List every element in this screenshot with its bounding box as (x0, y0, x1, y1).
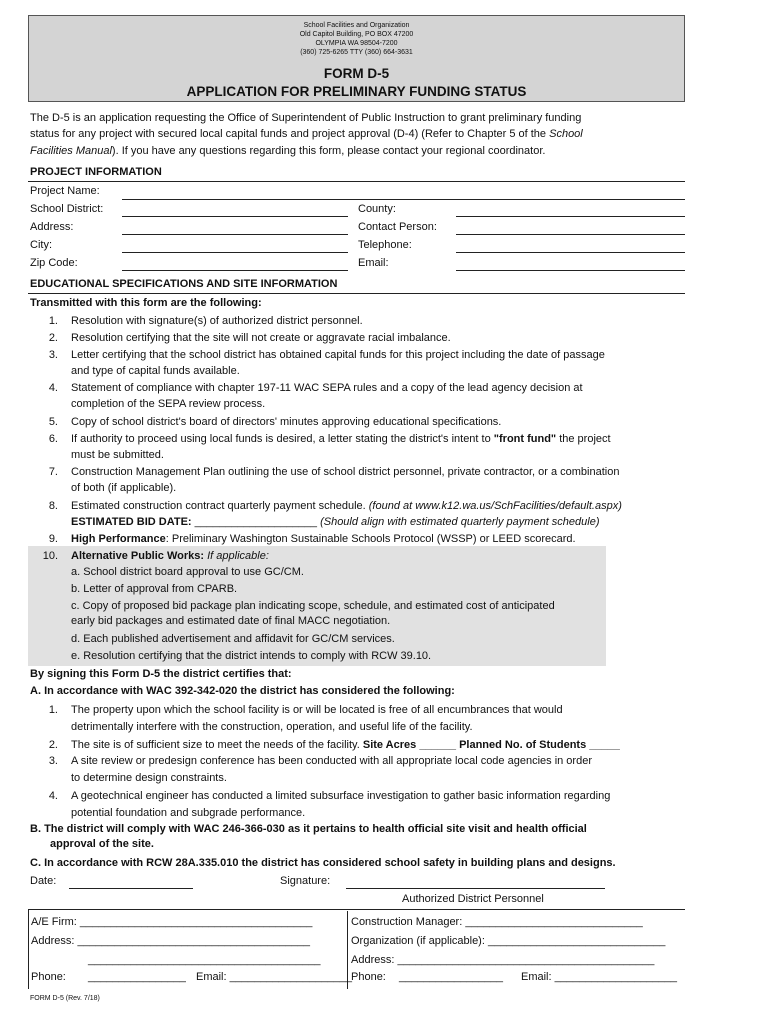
telephone-field[interactable] (456, 252, 685, 253)
ed-specs-heading: EDUCATIONAL SPECIFICATIONS AND SITE INFORMATION (30, 278, 338, 290)
org-line: School Facilities and Organization (303, 22, 410, 29)
ae-phone-field[interactable]: ________________ (88, 971, 186, 983)
project-info-heading: PROJECT INFORMATION (30, 166, 162, 178)
cm-email-field[interactable]: Email: ____________________ (521, 971, 677, 983)
county-field[interactable] (456, 216, 685, 217)
form-revision: FORM D-5 (Rev. 7/18) (30, 995, 100, 1002)
email-field[interactable] (456, 270, 685, 271)
email-label: Email: (358, 257, 389, 269)
sub-item: a. School district board approval to use GC/CM. (71, 566, 304, 578)
telephone-label: Telephone: (358, 239, 412, 251)
cm-phone-field[interactable]: _________________ (399, 971, 504, 983)
signature-label: Signature: (280, 875, 331, 887)
section-b: B. The district will comply with WAC 246-366-030 as it pertains to health official site visit and health official (30, 823, 587, 835)
org-line: OLYMPIA WA 98504-7200 (315, 40, 398, 47)
county-label: County: (358, 203, 396, 215)
sub-item: early bid packages and estimated date of final MACC negotiation. (71, 615, 391, 627)
contact-person-label: Contact Person: (358, 221, 437, 233)
ae-phone-label: Phone: (31, 971, 66, 983)
form-number: FORM D-5 (323, 66, 390, 81)
ae-email-field[interactable]: Email: ____________________ (196, 971, 352, 983)
org-line: Old Capitol Building, PO BOX 47200 (299, 31, 414, 38)
org-line: (360) 725-6265 TTY (360) 664-3631 (300, 49, 413, 56)
ae-address-field[interactable]: Address: ______________________________________ (31, 935, 310, 947)
cm-field[interactable]: Construction Manager: _____________________________ (351, 916, 643, 928)
intro-line: The D-5 is an application requesting the Office of Superintendent of Public Instruction to grant preliminary funding (30, 112, 582, 124)
date-label: Date: (30, 875, 57, 887)
intro-line: Facilities Manual). If you have any questions regarding this form, please contact your regional coordinator. (30, 145, 546, 157)
section-c: C. In accordance with RCW 28A.335.010 the district has considered school safety in building plans and designs. (30, 857, 616, 869)
signature-field[interactable] (346, 888, 605, 889)
school-district-label: School District: (30, 203, 104, 215)
project-name-label: Project Name: (30, 185, 100, 197)
zip-code-field[interactable] (122, 270, 348, 271)
contact-person-field[interactable] (456, 234, 685, 235)
city-label: City: (30, 239, 52, 251)
divider (28, 293, 685, 294)
sub-item: e. Resolution certifying that the district intends to comply with RCW 39.10. (71, 650, 432, 662)
section-b-line: approval of the site. (50, 838, 154, 850)
organization-field[interactable]: Organization (if applicable): _____________________________ (351, 935, 666, 947)
cm-phone-label: Phone: (351, 971, 386, 983)
sub-item: d. Each published advertisement and affidavit for GC/CM services. (71, 633, 395, 645)
zip-code-label: Zip Code: (30, 257, 78, 269)
divider (28, 181, 685, 182)
project-name-field[interactable] (122, 199, 685, 200)
intro-line: status for any project with secured local capital funds and project approval (D-4) (Refer to Chapter 5 of the School (30, 128, 583, 140)
sub-item: b. Letter of approval from CPARB. (71, 583, 238, 595)
section-a: A. In accordance with WAC 392-342-020 the district has considered the following: (30, 685, 455, 697)
address-field[interactable] (122, 234, 348, 235)
cm-address-field[interactable]: Address: __________________________________________ (351, 954, 655, 966)
transmitted-heading: Transmitted with this form are the following: (30, 297, 262, 309)
authorized-caption: Authorized District Personnel (402, 893, 544, 905)
school-district-field[interactable] (122, 216, 348, 217)
date-field[interactable] (69, 888, 193, 889)
ae-address-line2[interactable]: ______________________________________ (88, 954, 321, 966)
form-header (28, 15, 685, 102)
sub-item: c. Copy of proposed bid package plan indicating scope, schedule, and estimated cost of anticipated (71, 600, 555, 612)
ae-firm-field[interactable]: A/E Firm: ______________________________________ (31, 916, 313, 928)
certify-heading: By signing this Form D-5 the district certifies that: (30, 668, 292, 680)
bid-date-field[interactable]: ____________________ (194, 516, 318, 528)
form-title: APPLICATION FOR PRELIMINARY FUNDING STATUS (186, 84, 527, 99)
address-label: Address: (30, 221, 74, 233)
city-field[interactable] (122, 252, 348, 253)
